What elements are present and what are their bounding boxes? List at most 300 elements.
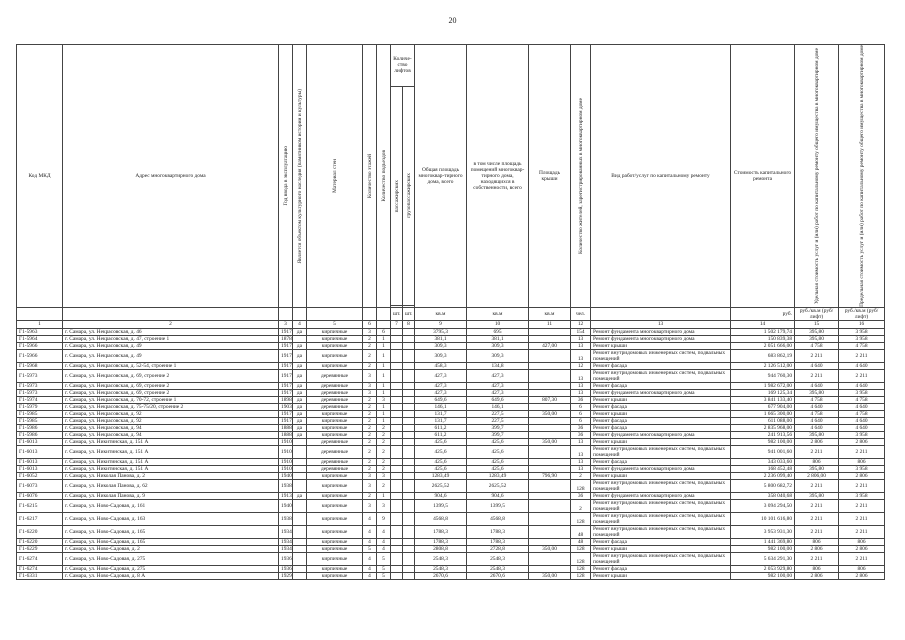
cell-residents: 36 [571,396,591,403]
cell-roof: 350,00 [529,545,571,552]
cell-address: г. Самара, ул. Некрасовская, д. 92 [63,417,279,424]
cell-roof: 350,00 [529,572,571,579]
cell-max-cost: 3 958 [839,465,885,472]
cell-area-property: 2625,52 [467,479,529,492]
cell-area-total: 427,3 [415,382,467,389]
table-row [17,565,885,572]
cell-lifts-cargo [403,382,415,389]
cell-max-cost: 2 211 [839,512,885,525]
cell-wall: кирпичные [307,492,363,499]
cell-code: Г1-6331 [17,572,63,579]
cell-area-total: 649,6 [415,396,467,403]
cell-entrances: 1 [377,492,391,499]
cell-area-property: 309,3 [467,342,529,349]
cell-work: Ремонт внутридомовых инженерных систем, подвальных помещений [591,479,731,492]
cell-entrances: 2 [377,431,391,438]
cell-heritage [293,438,307,445]
header-heritage: Является объектом культурного наследия (памятником истории и культуры) [296,88,303,264]
cell-address: г. Самара, ул. Некрасовская, д. 47, строение 1 [63,335,279,342]
column-number: 1 [17,320,63,328]
cell-year: 1910 [279,438,293,445]
cell-work: Ремонт крыши [591,410,731,417]
cell-residents: 12 [571,362,591,369]
unit-cost: руб. [731,307,795,320]
cell-heritage: да [293,328,307,335]
cell-area-total: 131,7 [415,410,467,417]
cell-wall: кирпичные [307,525,363,538]
cell-entrances: 2 [377,458,391,465]
cell-area-property: 134,8 [467,362,529,369]
cell-lifts-passenger [391,572,403,579]
cell-year: 1940 [279,472,293,479]
cell-max-cost: 4 758 [839,410,885,417]
cell-max-cost: 3 958 [839,335,885,342]
cell-lifts-cargo [403,349,415,362]
cell-wall: кирпичные [307,424,363,431]
cell-floors: 5 [363,545,377,552]
cell-code: Г1-5985 [17,410,63,417]
cell-heritage [293,565,307,572]
cell-roof [529,465,571,472]
cell-year: 1917 [279,382,293,389]
cell-cost: 3 841 133,40 [731,396,795,403]
cell-roof [529,328,571,335]
cell-code: Г1-5964 [17,335,63,342]
cell-cost: 3 094 294,50 [731,499,795,512]
cell-lifts-passenger [391,349,403,362]
cell-work: Ремонт фасада [591,458,731,465]
cell-cost: 683 862,19 [731,349,795,362]
cell-wall: кирпичные [307,362,363,369]
cell-code: Г1-6220 [17,525,63,538]
cell-lifts-passenger [391,328,403,335]
column-number: 8 [403,320,415,328]
cell-area-property: 399,7 [467,431,529,438]
column-number: 4 [293,320,307,328]
cell-floors: 3 [363,472,377,479]
cell-code: Г1-5986 [17,424,63,431]
cell-entrances: 1 [377,382,391,389]
table-row [17,525,885,538]
cell-area-total: 309,3 [415,349,467,362]
cell-roof [529,499,571,512]
cell-cost: 2 053 929,80 [731,565,795,572]
cell-unit-cost: 2 211 [795,525,839,538]
cell-floors: 3 [363,389,377,396]
cell-lifts-passenger [391,403,403,410]
cell-address: г. Самара, ул. Некрасовская, д. 46 [63,328,279,335]
cell-residents: 6 [571,417,591,424]
cell-unit-cost: 4 640 [795,382,839,389]
cell-heritage [293,525,307,538]
cell-lifts-cargo [403,417,415,424]
cell-cost: 5 800 682,72 [731,479,795,492]
cell-floors: 2 [363,445,377,458]
cell-lifts-cargo [403,565,415,572]
cell-year: 1898 [279,396,293,403]
cell-year: 1917 [279,342,293,349]
column-number: 12 [571,320,591,328]
cell-max-cost: 3 958 [839,328,885,335]
cell-roof [529,552,571,565]
cell-wall: деревянные [307,465,363,472]
cell-lifts-passenger [391,369,403,382]
cell-max-cost: 2 806 [839,545,885,552]
cell-wall: деревянные [307,382,363,389]
cell-max-cost: 2 211 [839,349,885,362]
table-row [17,512,885,525]
cell-wall: кирпичные [307,552,363,565]
cell-max-cost: 2 211 [839,369,885,382]
cell-roof [529,382,571,389]
table-row [17,499,885,512]
cell-heritage: да [293,492,307,499]
cell-unit-cost: 806 [795,565,839,572]
cell-unit-cost: 4 640 [795,362,839,369]
cell-floors: 2 [363,342,377,349]
cell-wall: кирпичные [307,545,363,552]
cell-address: г. Самара, ул. Некрасовская, д. 69, строение 2 [63,382,279,389]
cell-lifts-cargo [403,472,415,479]
cell-area-property: 425,6 [467,465,529,472]
cell-code: Г1-5973 [17,382,63,389]
cell-cost: 343 033,60 [731,458,795,465]
cell-area-property: 1283,49 [467,472,529,479]
cell-residents: 6 [571,403,591,410]
column-number-row [17,320,885,328]
cell-code: Г1-6215 [17,499,63,512]
column-number: 14 [731,320,795,328]
cell-work: Ремонт крыши [591,545,731,552]
cell-unit-cost: 395,80 [795,389,839,396]
cell-roof [529,431,571,438]
cell-residents: 36 [571,424,591,431]
cell-work: Ремонт крыши [591,342,731,349]
cell-heritage [293,479,307,492]
cell-unit-cost: 2 211 [795,499,839,512]
cell-residents: 128 [571,479,591,492]
cell-roof [529,417,571,424]
cell-work: Ремонт фасада [591,382,731,389]
cell-area-total: 425,6 [415,458,467,465]
cell-lifts-passenger [391,335,403,342]
table-body [17,328,885,579]
cell-heritage [293,335,307,342]
cell-address: г. Самара, ул. Николая Панова, д. 9 [63,492,279,499]
cell-work: Ремонт внутридомовых инженерных систем, подвальных помещений [591,349,731,362]
cell-area-total: 458,3 [415,362,467,369]
cell-unit-cost: 4 758 [795,396,839,403]
cell-cost: 1 441 369,80 [731,538,795,545]
cell-max-cost: 2 806 [839,438,885,445]
cell-unit-cost: 2 211 [795,512,839,525]
unit-residents: чел. [571,307,591,320]
cell-year: 1934 [279,525,293,538]
cell-heritage [293,538,307,545]
cell-entrances: 1 [377,403,391,410]
cell-cost: 358 040,68 [731,492,795,499]
cell-residents: 36 [571,431,591,438]
cell-code: Г1-6229 [17,545,63,552]
cell-lifts-passenger [391,465,403,472]
cell-roof [529,492,571,499]
cell-entrances: 3 [377,396,391,403]
cell-code: Г1-5963 [17,328,63,335]
cell-wall: кирпичные [307,479,363,492]
cell-address: г. Самара, ул. Некрасовская, д. 70-72, строение 1 [63,396,279,403]
table-row [17,335,885,342]
cell-residents: 128 [571,572,591,579]
cell-lifts-cargo [403,424,415,431]
cell-area-total: 309,3 [415,342,467,349]
cell-wall: деревянные [307,369,363,382]
cell-max-cost: 4 640 [839,382,885,389]
cell-lifts-passenger [391,458,403,465]
cell-area-property: 381,1 [467,335,529,342]
cell-work: Ремонт внутридомовых инженерных систем, подвальных помещений [591,512,731,525]
column-number: 2 [63,320,279,328]
cell-residents: 13 [571,335,591,342]
cell-year: 1910 [279,458,293,465]
cell-address: г. Самара, ул. Ново-Садовая, д. 163 [63,512,279,525]
page-number: 20 [448,16,457,25]
cell-unit-cost: 395,80 [795,335,839,342]
cell-lifts-passenger [391,389,403,396]
cell-area-total: 2548,3 [415,552,467,565]
cell-wall: кирпичные [307,472,363,479]
cell-lifts-cargo [403,499,415,512]
cell-area-property: 2670,6 [467,572,529,579]
cell-address: г. Самара, ул. Ново-Садовая, д. 165 [63,538,279,545]
cell-cost: 150 839,38 [731,335,795,342]
cell-cost: 1 502 179,74 [731,328,795,335]
cell-max-cost: 4 640 [839,362,885,369]
cell-lifts-cargo [403,465,415,472]
cell-year: 1934 [279,538,293,545]
cell-code: Г1-6217 [17,512,63,525]
cell-entrances: 1 [377,369,391,382]
cell-lifts-passenger [391,396,403,403]
cell-work: Ремонт фундамента многоквартирного дома [591,335,731,342]
cell-residents: 13 [571,349,591,362]
cell-area-property: 2728,8 [467,545,529,552]
cell-floors: 2 [363,349,377,362]
cell-lifts-passenger [391,499,403,512]
column-number: 7 [391,320,403,328]
cell-year: 1934 [279,545,293,552]
cell-unit-cost: 2 806,00 [795,472,839,479]
cell-address: г. Самара, ул. Никитинская, д. 151 А [63,445,279,458]
cell-residents: 13 [571,458,591,465]
cell-max-cost: 2 211 [839,479,885,492]
cell-year: 1917 [279,410,293,417]
cell-lifts-cargo [403,538,415,545]
cell-max-cost: 3 958 [839,431,885,438]
table-row [17,458,885,465]
cell-year: 1888 [279,424,293,431]
header-address: Адрес многоквартирного дома [63,45,279,308]
cell-heritage: да [293,424,307,431]
cell-roof [529,424,571,431]
cell-year: 1878 [279,335,293,342]
cell-cost: 1 665 300,00 [731,410,795,417]
cell-roof [529,565,571,572]
cell-area-property: 2548,3 [467,565,529,572]
cell-residents: 6 [571,410,591,417]
cell-residents: 2 [571,499,591,512]
cell-residents: 128 [571,545,591,552]
header-entrances: Количество подъездов [380,150,387,202]
cell-unit-cost: 4 640 [795,417,839,424]
cell-code: Г1-6013 [17,465,63,472]
cell-unit-cost: 2 211 [795,349,839,362]
cell-code: Г1-6013 [17,438,63,445]
cell-cost: 169 125,34 [731,389,795,396]
header-work: Вид работ/услуг по капитальному ремонту [591,45,731,308]
cell-work: Ремонт внутридомовых инженерных систем, подвальных помещений [591,499,731,512]
cell-lifts-passenger [391,538,403,545]
cell-cost: 5 634 291,30 [731,552,795,565]
cell-max-cost: 4 640 [839,403,885,410]
cell-floors: 3 [363,479,377,492]
cell-area-total: 904,6 [415,492,467,499]
cell-cost: 982 100,00 [731,572,795,579]
cell-area-property: 309,3 [467,349,529,362]
column-number: 16 [839,320,885,328]
cell-area-property: 425,6 [467,458,529,465]
cell-cost: 611 088,00 [731,417,795,424]
cell-area-total: 1283,49 [415,472,467,479]
column-number-blank [377,320,391,328]
cell-area-property: 1788,3 [467,525,529,538]
cell-wall: кирпичные [307,342,363,349]
cell-heritage: да [293,342,307,349]
cell-code: Г1-5966 [17,342,63,349]
cell-address: г. Самара, ул. Некрасовская, д. 69, строение 2 [63,369,279,382]
cell-code: Г1-6013 [17,445,63,458]
cell-lifts-cargo [403,492,415,499]
cell-address: г. Самара, ул. Некрасовская, д. 69, строение 2 [63,389,279,396]
cell-year: 1910 [279,445,293,458]
cell-entrances: 1 [377,410,391,417]
cell-code: Г1-5979 [17,403,63,410]
cell-wall: кирпичные [307,572,363,579]
cell-area-property: 695 [467,328,529,335]
cell-year: 1903 [279,403,293,410]
cell-entrances: 6 [377,328,391,335]
cell-year: 1938 [279,512,293,525]
column-number: 9 [415,320,467,328]
cell-lifts-passenger [391,512,403,525]
header-cost: Стоимость капитального ремонта [731,45,795,308]
cell-entrances: 1 [377,389,391,396]
cell-unit-cost: 4 758 [795,342,839,349]
cell-residents: 128 [571,552,591,565]
cell-floors: 2 [363,410,377,417]
cell-floors: 2 [363,403,377,410]
cell-wall: деревянные [307,389,363,396]
cell-wall: деревянные [307,458,363,465]
cell-floors: 4 [363,572,377,579]
cell-wall: кирпичные [307,335,363,342]
cell-address: г. Самара, ул. Ново-Садовая, д. 2 [63,545,279,552]
cell-year: 1936 [279,552,293,565]
cell-area-total: 611,2 [415,431,467,438]
cell-address: г. Самара, ул. Никитинская, д. 151 А [63,438,279,445]
cell-area-property: 1788,3 [467,538,529,545]
cell-roof [529,349,571,362]
cell-max-cost: 806 [839,538,885,545]
cell-heritage: да [293,396,307,403]
cell-floors: 2 [363,431,377,438]
cell-entrances: 2 [377,445,391,458]
cell-entrances: 1 [377,342,391,349]
cell-floors: 3 [363,499,377,512]
cell-lifts-passenger [391,431,403,438]
table-row [17,389,885,396]
table-row [17,403,885,410]
cell-lifts-passenger [391,565,403,572]
cell-address: г. Самара, ул. Некрасовская, д. 52-54, строение 1 [63,362,279,369]
cell-work: Ремонт внутридомовых инженерных систем, подвальных помещений [591,525,731,538]
header-unit-cost: Удельная стоимость услуг и (или) работ по капитальному ремонту общего имущества в многоквартирном доме [813,47,820,304]
cell-roof: 350,00 [529,410,571,417]
table-row [17,472,885,479]
table-row [17,362,885,369]
cell-address: г. Самара, ул. Николая Панова, д. 2 [63,472,279,479]
cell-unit-cost: 395,80 [795,431,839,438]
cell-heritage [293,512,307,525]
header-floors: Количество этажей [366,153,373,198]
cell-unit-cost: 2 211 [795,479,839,492]
cell-area-property: 227,5 [467,410,529,417]
cell-heritage: да [293,403,307,410]
cell-floors: 2 [363,396,377,403]
cell-lifts-passenger [391,362,403,369]
cell-cost: 1 982 672,00 [731,382,795,389]
unit-area-total: кв.м [415,307,467,320]
cell-address: г. Самара, ул. Никитинская, д. 151 А [63,465,279,472]
cell-work: Ремонт внутридомовых инженерных систем, подвальных помещений [591,445,731,458]
cell-residents: 154 [571,328,591,335]
cell-heritage [293,445,307,458]
cell-lifts-cargo [403,512,415,525]
column-number: 11 [529,320,571,328]
cell-floors: 4 [363,552,377,565]
cell-floors: 2 [363,424,377,431]
cell-address: г. Самара, ул. Ново-Садовая, д. 161 [63,499,279,512]
cell-year: 1917 [279,362,293,369]
cell-max-cost: 2 211 [839,445,885,458]
cell-lifts-cargo [403,410,415,417]
cell-area-property: 4568,8 [467,512,529,525]
cell-area-property: 904,6 [467,492,529,499]
cell-year: 1917 [279,417,293,424]
cell-lifts-cargo [403,335,415,342]
cell-cost: 941 001,60 [731,445,795,458]
cell-code: Г1-6076 [17,492,63,499]
cell-wall: кирпичные [307,499,363,512]
cell-heritage: да [293,417,307,424]
cell-area-total: 146,1 [415,403,467,410]
cell-floors: 3 [363,382,377,389]
cell-lifts-cargo [403,389,415,396]
cell-lifts-cargo [403,342,415,349]
cell-wall: деревянные [307,396,363,403]
cell-floors: 2 [363,438,377,445]
cell-roof: 807,30 [529,396,571,403]
table-row [17,431,885,438]
